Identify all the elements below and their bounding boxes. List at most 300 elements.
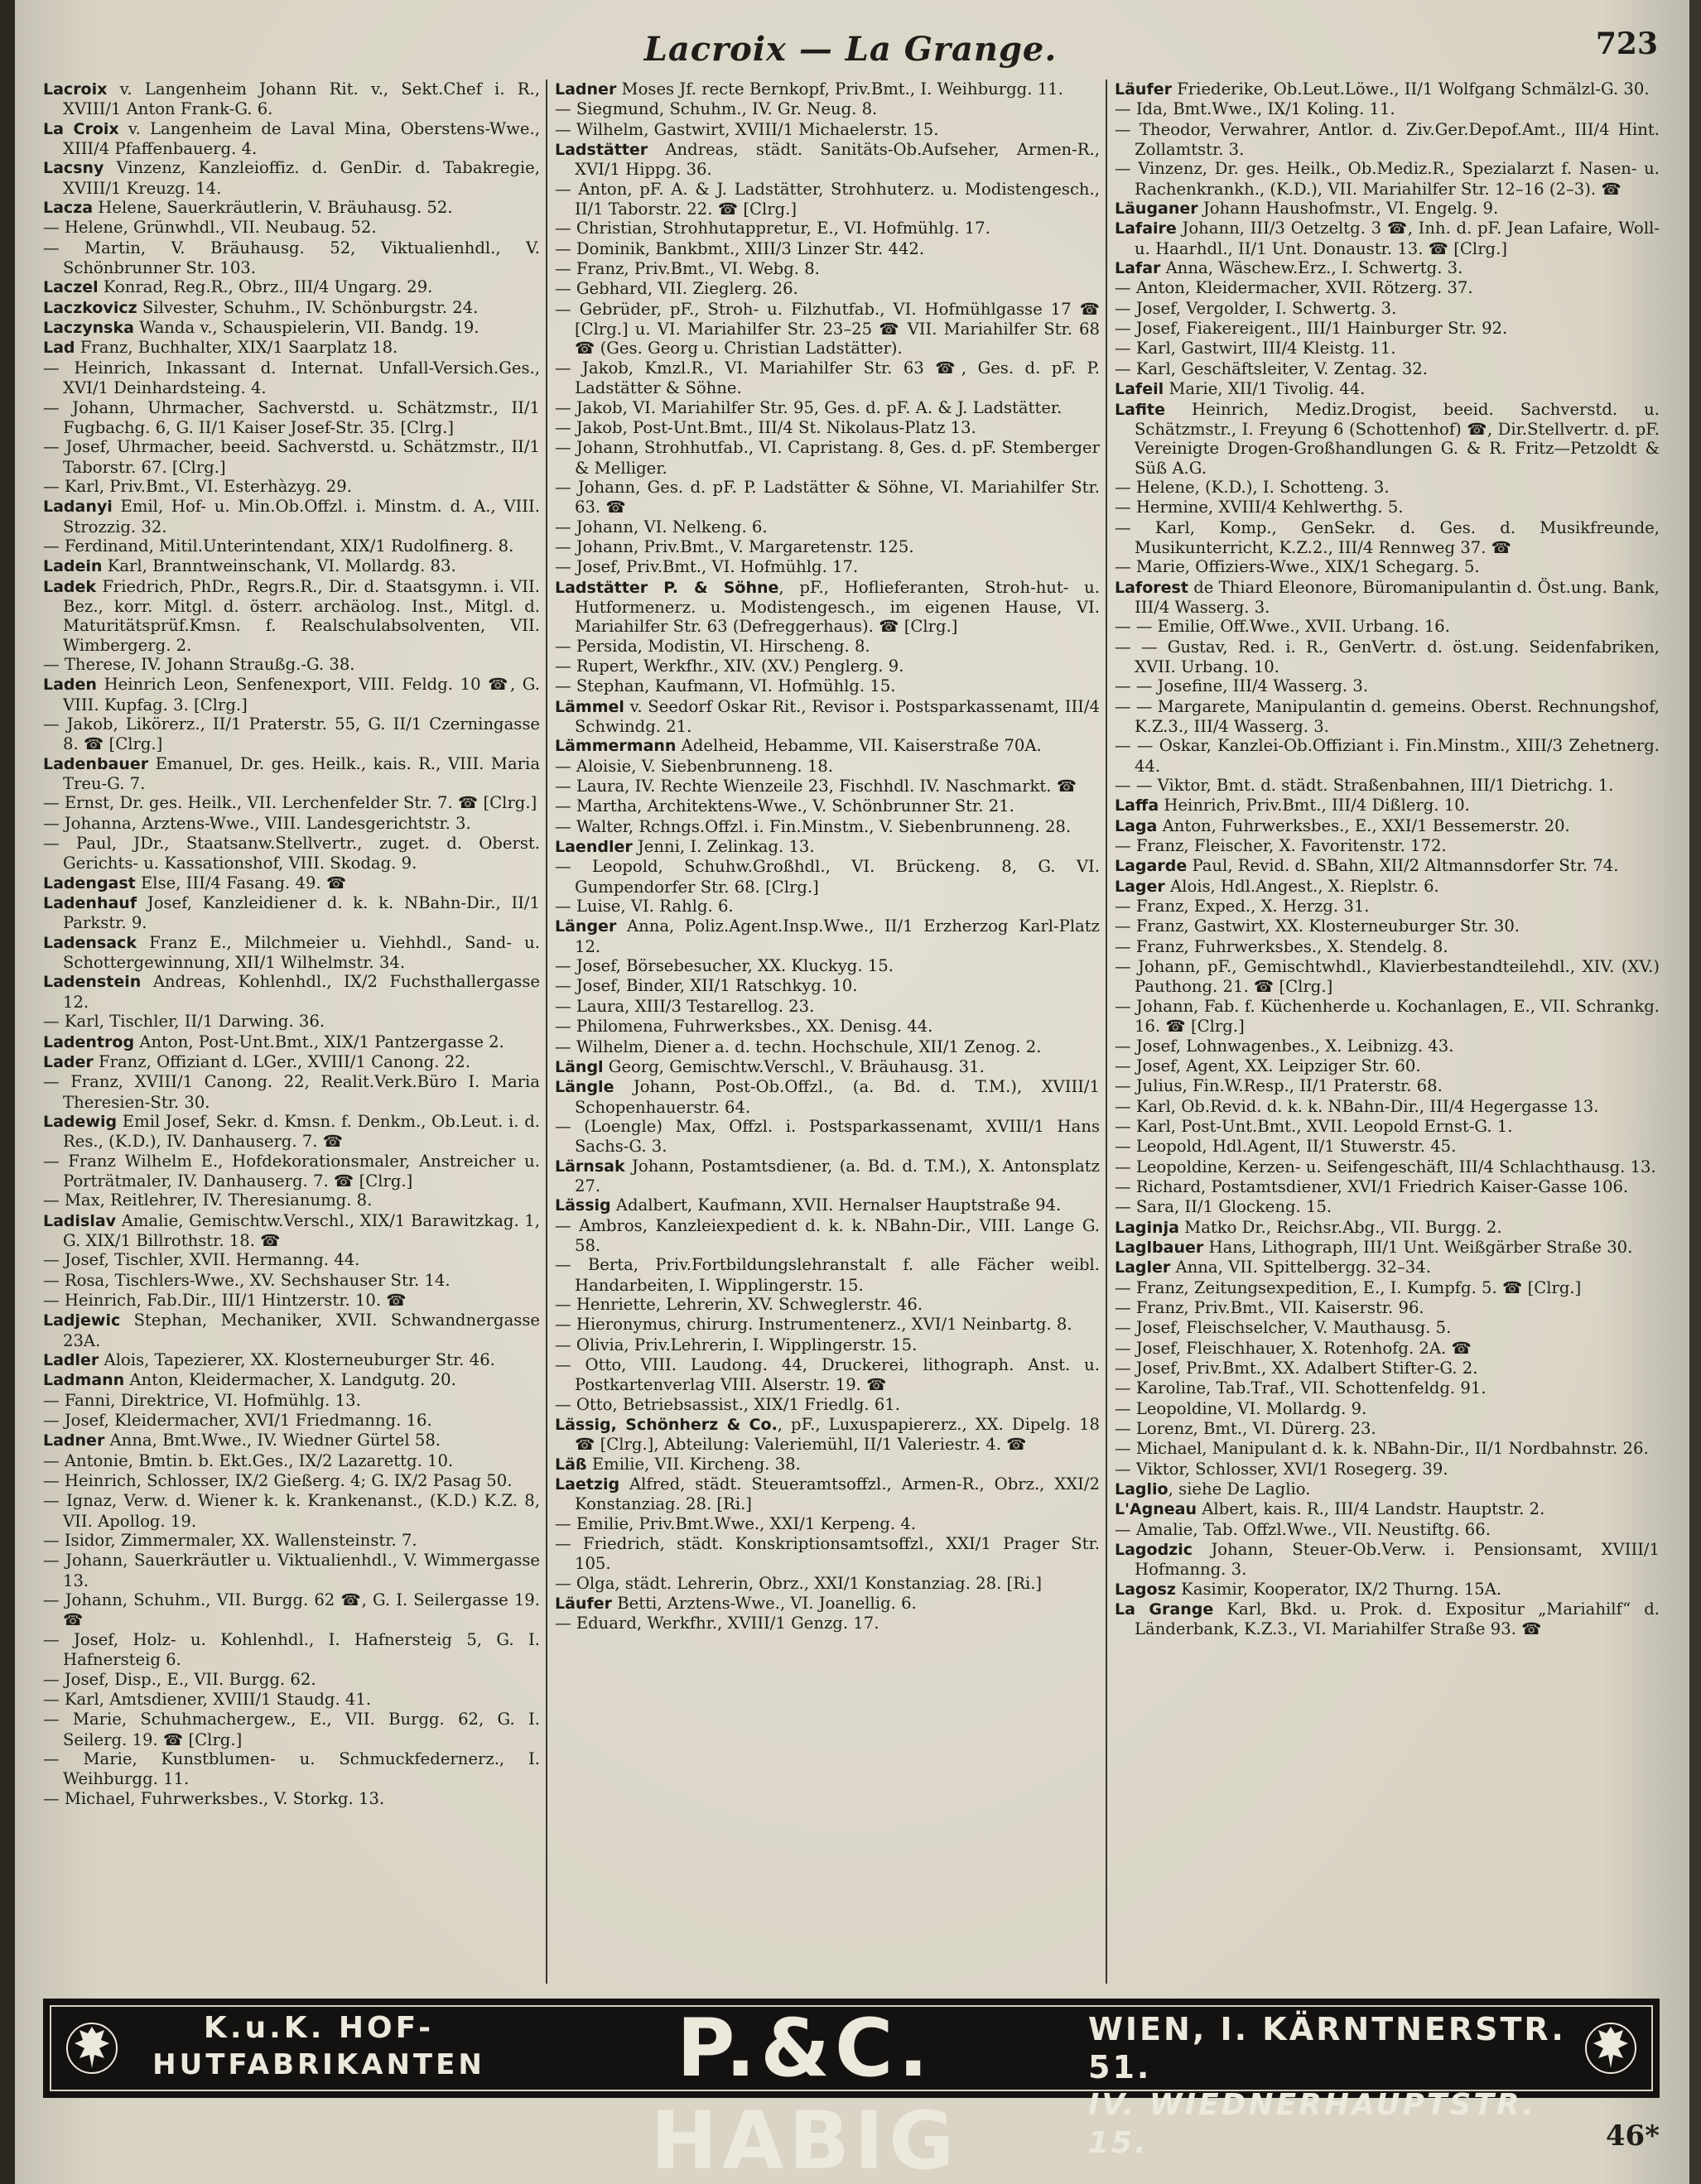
entry-surname: Lafar	[1115, 259, 1161, 278]
ad-left-line-1: K.u.K. HOF-	[203, 2011, 435, 2045]
directory-entry	[43, 1451, 540, 1471]
ad-right-line-2: IV. WIEDNERHAUPTSTR. 15.	[1088, 2088, 1536, 2160]
entry-details: Betti, Arztens-Wwe., VI. Joanellig. 6.	[611, 1594, 917, 1614]
entry-details: — Olga, städt. Lehrerin, Obrz., XXI/1 Konstanziag. 28. [Ri.]	[555, 1573, 1043, 1593]
directory-entry	[43, 1271, 540, 1291]
entry-details: — Martin, V. Bräuhausg. 52, Viktualienhdl., V. Schönbrunner Str. 103.	[43, 238, 540, 278]
entry-details: — Viktor, Schlosser, XVI/1 Rosegerg. 39.	[1115, 1459, 1448, 1479]
directory-entry	[555, 1395, 1100, 1415]
entry-details: Andreas, Kohlenhdl., IX/2 Fuchsthallergasse 12.	[63, 972, 540, 1012]
directory-entry	[43, 298, 540, 318]
entry-details: Franz E., Milchmeier u. Viehhdl., Sand- u. Schottergewinnung, XII/1 Wilhelmstr. 34.	[63, 932, 540, 973]
entry-surname: Laglbauer	[1115, 1238, 1204, 1257]
entry-details: — Karl, Post-Unt.Bmt., XVII. Leopold Ernst-G. 1.	[1115, 1116, 1513, 1136]
entry-details: — Stephan, Kaufmann, VI. Hofmühlg. 15.	[555, 676, 896, 696]
directory-entry	[43, 536, 540, 556]
directory-entry	[43, 655, 540, 675]
entry-details: — — Emilie, Off.Wwe., XVII. Urbang. 16.	[1115, 617, 1451, 637]
entry-details: Anna, Wäschew.Erz., I. Schwertg. 3.	[1160, 258, 1463, 278]
entry-details: — Karl, Gastwirt, III/4 Kleistg. 11.	[1115, 339, 1396, 358]
entry-details: — Karl, Tischler, II/1 Darwing. 36.	[43, 1012, 325, 1032]
entry-details: Emilie, VII. Kircheng. 38.	[586, 1454, 801, 1474]
entry-details: — Hieronymus, chirurg. Instrumentenerz., XVI/1 Neinbartg. 8.	[555, 1315, 1072, 1335]
entry-details: — — Oskar, Kanzlei-Ob.Offiziant i. Fin.Minstm., XIII/3 Zehetnerg. 44.	[1115, 736, 1660, 776]
entry-surname: Ladislav	[43, 1211, 117, 1230]
directory-entry	[1115, 1097, 1660, 1117]
directory-entry	[555, 1614, 1100, 1633]
page-header	[0, 25, 1701, 75]
entry-surname: Ladenstein	[43, 973, 142, 992]
entry-details: — Leopoldine, Kerzen- u. Seifengeschäft, III/4 Schlachthausg. 13.	[1115, 1157, 1656, 1176]
directory-entry	[555, 300, 1100, 358]
directory-entry	[555, 897, 1100, 916]
directory-entry	[555, 956, 1100, 976]
directory-entry	[1115, 258, 1660, 278]
directory-entry	[1115, 997, 1660, 1037]
directory-entry	[1115, 897, 1660, 916]
entry-details: Stephan, Mechaniker, XVII. Schwandnergasse 23A.	[63, 1311, 540, 1350]
directory-entry	[1115, 1278, 1660, 1298]
entry-surname: Laffa	[1115, 796, 1159, 815]
entry-details: — Johann, VI. Nelkeng. 6.	[555, 517, 768, 536]
entry-details: Wanda v., Schauspielerin, VII. Bandg. 19.	[133, 318, 479, 338]
directory-entry	[1115, 319, 1660, 339]
directory-entry	[1115, 159, 1660, 199]
directory-entry	[1115, 1540, 1660, 1580]
entry-surname: Ladjewic	[43, 1311, 121, 1330]
ad-right-text	[1088, 2010, 1577, 2160]
entry-details: Johann, Post-Ob.Offzl., (a. Bd. d. T.M.), XVIII/1 Schopenhauerstr. 64.	[575, 1077, 1100, 1117]
directory-entry	[555, 637, 1100, 657]
directory-entry	[43, 1491, 540, 1531]
entry-details: — Laura, IV. Rechte Wienzeile 23, Fischhdl. IV. Naschmarkt. ☎	[555, 777, 1077, 796]
entry-details: Josef, Kanzleidiener d. k. k. NBahn-Dir., II/1 Parkstr. 9.	[63, 893, 540, 933]
entry-surname: Ladewig	[43, 1112, 118, 1131]
entry-details: — Ambros, Kanzleiexpedient d. k. k. NBahn-Dir., VIII. Lange G. 58.	[555, 1215, 1100, 1255]
directory-entry	[1115, 120, 1660, 160]
entry-details: Emil, Hof- u. Min.Ob.Offzl. i. Minstm. d. A., VIII. Strozzig. 32.	[63, 497, 540, 536]
entry-details: — — Gustav, Red. i. R., GenVertr. d. öst.ung. Seidenfabriken, XVII. Urbang. 10.	[1115, 637, 1660, 676]
entry-details: — Gebrüder, pF., Stroh- u. Filzhutfab., VI. Hofmühlgasse 17 ☎ [Clrg.] u. VI. Mariahilfer Str. 23–25 ☎ VII. Mariahilfer Str. 68 ☎ (Ges. Georg u. Christian Ladstätter).	[555, 299, 1100, 358]
directory-entry	[43, 1072, 540, 1112]
signature-mark: 46*	[1605, 2119, 1660, 2153]
entry-details: de Thiard Eleonore, Büromanipulantin d. Öst.ung. Bank, III/4 Wasserg. 3.	[1135, 577, 1660, 617]
directory-entry	[43, 1291, 540, 1311]
entry-details: — Heinrich, Inkassant d. Internat. Unfall-Versich.Ges., XVI/1 Deinhardsteing. 4.	[43, 358, 540, 398]
directory-entry	[1115, 676, 1660, 696]
directory-entry	[43, 1191, 540, 1210]
directory-entry	[1115, 617, 1660, 637]
entry-details: — Josef, Fleischhauer, X. Rotenhofg. 2A. ☎	[1115, 1338, 1472, 1358]
directory-entry	[555, 279, 1100, 299]
entry-details: Heinrich Leon, Senfenexport, VIII. Feldg. 10 ☎, G. VIII. Kupfag. 3. [Clrg.]	[63, 675, 540, 714]
entry-surname: Laczkovicz	[43, 298, 137, 317]
entry-surname: Läufer	[555, 1595, 612, 1614]
directory-entry	[555, 517, 1100, 537]
directory-entry	[43, 834, 540, 873]
entry-surname: Läuganer	[1115, 200, 1198, 219]
directory-entry	[1115, 1318, 1660, 1338]
entry-details: — Siegmund, Schuhm., IV. Gr. Neug. 8.	[555, 99, 878, 119]
directory-entry	[555, 976, 1100, 996]
directory-entry	[1115, 518, 1660, 558]
directory-entry	[555, 777, 1100, 796]
entry-surname: Läß	[555, 1455, 587, 1474]
entry-details: Heinrich, Mediz.Drogist, beeid. Sachverstd. u. Schätzmstr., I. Freyung 6 (Schottenhof) ☎, Dir.Stellvertr. d. pF. Vereinigte Drogen-Großhandlungen G. & R. Fritz—Petzoldt & Süß A.G.	[1135, 399, 1660, 478]
directory-entry	[43, 675, 540, 714]
entry-details: Anna, Poliz.Agent.Insp.Wwe., II/1 Erzherzog Karl-Platz 12.	[575, 916, 1100, 956]
directory-entry	[1115, 836, 1660, 856]
double-eagle-emblem-icon	[1583, 2015, 1638, 2081]
entry-surname: Lärnsak	[555, 1157, 625, 1176]
directory-entry	[43, 1531, 540, 1551]
entry-details: Emanuel, Dr. ges. Heilk., kais. R., VIII. Maria Treu-G. 7.	[63, 753, 540, 794]
directory-entry	[1115, 1298, 1660, 1318]
entry-details: Heinrich, Priv.Bmt., III/4 Dißlerg. 10.	[1159, 796, 1470, 815]
directory-entry	[1115, 1600, 1660, 1639]
entry-details: — Jakob, Post-Unt.Bmt., III/4 St. Nikolaus-Platz 13.	[555, 417, 976, 437]
entry-surname: Ladler	[43, 1351, 99, 1369]
directory-entry	[1115, 99, 1660, 119]
directory-entry	[43, 477, 540, 497]
entry-details: — Wilhelm, Gastwirt, XVIII/1 Michaelerstr. 15.	[555, 119, 939, 139]
entry-details: — — Josefine, III/4 Wasserg. 3.	[1115, 676, 1369, 696]
directory-entry	[1115, 1218, 1660, 1238]
directory-entry	[1115, 1499, 1660, 1519]
entry-details: — Leopold, Hdl.Agent, II/1 Stuwerstr. 45.	[1115, 1137, 1457, 1157]
directory-entry	[43, 556, 540, 576]
entry-details: — Josef, Priv.Bmt., VI. Hofmühlg. 17.	[555, 557, 859, 577]
directory-entry	[43, 1250, 540, 1270]
entry-details: — — Viktor, Bmt. d. städt. Straßenbahnen, III/1 Dietrichg. 1.	[1115, 776, 1614, 796]
directory-entry	[43, 893, 540, 933]
entry-surname: Laga	[1115, 816, 1158, 835]
entry-surname: Laczel	[43, 278, 99, 297]
entry-details: — Josef, Fiakereigent., III/1 Hainburger Str. 92.	[1115, 319, 1508, 339]
entry-details: — Heinrich, Schlosser, IX/2 Gießerg. 4; G. IX/2 Pasag 50.	[43, 1471, 513, 1491]
entry-details: , siehe De Laglio.	[1168, 1479, 1311, 1499]
directory-entry	[43, 754, 540, 794]
entry-surname: Lagodzic	[1115, 1541, 1193, 1560]
entry-details: — Josef, Priv.Bmt., XX. Adalbert Stifter-G. 2.	[1115, 1359, 1478, 1378]
directory-entry	[1115, 816, 1660, 836]
entry-details: — Josef, Uhrmacher, beeid. Sachverstd. u. Schätzmstr., II/1 Taborstr. 67. [Clrg.]	[43, 437, 540, 477]
entry-details: — Martha, Architektens-Wwe., V. Schönbrunner Str. 21.	[555, 796, 1014, 816]
entry-details: — Karl, Ob.Revid. d. k. k. NBahn-Dir., III/4 Hegergasse 13.	[1115, 1096, 1599, 1116]
entry-details: — Franz, Gastwirt, XX. Klosterneuburger Str. 30.	[1115, 916, 1520, 936]
entry-surname: Ladmann	[43, 1371, 125, 1390]
directory-entry	[1115, 359, 1660, 379]
entry-details: — Karl, Komp., GenSekr. d. Ges. d. Musikfreunde, Musikunterricht, K.Z.2., III/4 Rennweg 37. ☎	[1115, 517, 1660, 557]
entry-details: Georg, Gemischtw.Verschl., V. Bräuhausg. 31.	[603, 1056, 985, 1076]
directory-entry	[43, 972, 540, 1012]
entry-details: — Johann, Uhrmacher, Sachverstd. u. Schätzmstr., II/1 Fugbachg. 6, G. II/1 Kaiser Josef-Str. 35. [Clrg.]	[43, 397, 540, 437]
entry-details: Franz, Buchhalter, XIX/1 Saarplatz 18.	[75, 338, 398, 358]
directory-entry	[43, 1710, 540, 1749]
entry-details: — Jakob, Kmzl.R., VI. Mariahilfer Str. 63 ☎, Ges. d. pF. P. Ladstätter & Söhne.	[555, 358, 1100, 398]
directory-entry	[555, 219, 1100, 238]
directory-entry	[555, 1455, 1100, 1474]
directory-entry	[43, 1032, 540, 1052]
directory-entry	[1115, 339, 1660, 358]
directory-entry	[555, 578, 1100, 637]
directory-entry	[43, 338, 540, 358]
entry-details: Vinzenz, Kanzleioffiz. d. GenDir. d. Tabakregie, XVIII/1 Kreuzg. 14.	[63, 158, 540, 198]
entry-details: — Josef, Kleidermacher, XVI/1 Friedmanng. 16.	[43, 1411, 432, 1431]
entry-surname: Ladek	[43, 577, 97, 596]
directory-entry	[1115, 199, 1660, 219]
entry-details: Helene, Sauerkräutlerin, V. Bräuhausg. 52.	[93, 198, 453, 218]
entry-surname: Lacsny	[43, 159, 104, 178]
entry-surname: Laglio	[1115, 1480, 1169, 1499]
entry-details: Else, III/4 Fasang. 49. ☎	[135, 873, 347, 892]
entry-details: v. Langenheim Johann Rit. v., Sekt.Chef i. R., XVIII/1 Anton Frank-G. 6.	[63, 79, 540, 119]
directory-entry	[43, 437, 540, 477]
entry-surname: Lafaire	[1115, 219, 1177, 238]
entry-details: — Jakob, VI. Mariahilfer Str. 95, Ges. d. pF. A. & J. Ladstätter.	[555, 397, 1063, 417]
entry-surname: Lagler	[1115, 1258, 1171, 1277]
entry-details: Alfred, städt. Steueramtsoffzl., Armen-R., Obrz., XXI/2 Konstanziag. 28. [Ri.]	[575, 1474, 1100, 1514]
directory-entry	[555, 1534, 1100, 1574]
entry-surname: Länger	[555, 917, 617, 936]
entry-details: — Dominik, Bankbmt., XIII/3 Linzer Str. 442.	[555, 238, 925, 258]
entry-surname: Ladstätter P. & Söhne	[555, 578, 779, 597]
directory-entry	[555, 79, 1100, 99]
double-eagle-emblem-icon	[65, 2015, 119, 2081]
directory-entry	[43, 714, 540, 754]
directory-entry	[1115, 478, 1660, 498]
entry-details: Anton, Post-Unt.Bmt., XIX/1 Pantzergasse 2.	[134, 1032, 504, 1051]
entry-details: Matko Dr., Reichsr.Abg., VII. Burgg. 2.	[1178, 1217, 1502, 1237]
entry-details: — Otto, Betriebsassist., XIX/1 Friedlg. 61.	[555, 1394, 900, 1414]
entry-details: — Marie, Schuhmachergew., E., VII. Burgg. 62, G. I. Seilerg. 19. ☎ [Clrg.]	[43, 1710, 540, 1749]
directory-entry	[1115, 1197, 1660, 1217]
column-2	[555, 79, 1100, 1984]
directory-entry	[555, 1474, 1100, 1514]
entry-details: — Persida, Modistin, VI. Hirscheng. 8.	[555, 636, 870, 656]
directory-entry	[555, 358, 1100, 398]
directory-entry	[43, 1789, 540, 1809]
directory-entry	[1115, 1359, 1660, 1378]
page-edge-left	[0, 0, 15, 2184]
entry-details: Karl, Bkd. u. Prok. d. Expositur „Mariahilf“ d. Länderbank, K.Z.3., VI. Mariahilfer Straße 93. ☎	[1135, 1600, 1660, 1639]
directory-entry	[43, 398, 540, 438]
directory-entry	[43, 1630, 540, 1670]
ad-right-line-1: WIEN, I. KÄRNTNERSTR. 51.	[1088, 2011, 1566, 2085]
directory-entry	[555, 259, 1100, 279]
entry-surname: Lässig	[555, 1196, 611, 1215]
entry-details: — Johann, Fab. f. Küchenherde u. Kochanlagen, E., VII. Schrankg. 16. ☎ [Clrg.]	[1115, 996, 1660, 1037]
entry-details: — Fanni, Direktrice, VI. Hofmühlg. 13.	[43, 1390, 361, 1410]
directory-entry	[43, 358, 540, 398]
entry-details: — Michael, Fuhrwerksbes., V. Storkg. 13.	[43, 1788, 385, 1808]
entry-details: — Helene, Grünwhdl., VII. Neubaug. 52.	[43, 218, 377, 238]
directory-entry	[43, 1590, 540, 1630]
entry-details: Amalie, Gemischtw.Verschl., XIX/1 Barawitzkag. 1, G. XIX/1 Billrothstr. 18. ☎	[63, 1210, 540, 1250]
entry-details: — Marie, Offiziers-Wwe., XIX/1 Schegarg. 5.	[1115, 557, 1480, 577]
ad-left-text	[133, 2010, 505, 2086]
directory-entry	[1115, 697, 1660, 737]
entry-details: Andreas, städt. Sanitäts-Ob.Aufseher, Armen-R., XVI/1 Hippg. 36.	[575, 140, 1100, 180]
directory-entry	[1115, 1580, 1660, 1600]
entry-surname: Lässig, Schönherz & Co.	[555, 1416, 778, 1435]
entry-details: — Laura, XIII/3 Testarellog. 23.	[555, 996, 815, 1016]
entry-details: v. Seedorf Oskar Rit., Revisor i. Postsparkassenamt, III/4 Schwindg. 21.	[575, 696, 1100, 736]
entry-details: — Walter, Rchngs.Offzl. i. Fin.Minstm., V. Siebenbrunneng. 28.	[555, 816, 1072, 836]
entry-details: — Jakob, Likörerz., II/1 Praterstr. 55, G. II/1 Czerningasse 8. ☎ [Clrg.]	[43, 714, 540, 754]
page-number: 723	[1595, 26, 1658, 61]
entry-details: — Karoline, Tab.Traf., VII. Schottenfeldg. 91.	[1115, 1378, 1487, 1398]
directory-entry	[1115, 498, 1660, 517]
directory-entry	[43, 119, 540, 159]
entry-details: Marie, XII/1 Tivolig. 44.	[1164, 379, 1366, 399]
entry-details: — Antonie, Bmtin. b. Ekt.Ges., IX/2 Lazarettg. 10.	[43, 1450, 454, 1470]
directory-entry	[43, 1471, 540, 1491]
directory-entry	[555, 1594, 1100, 1614]
directory-entry	[555, 438, 1100, 478]
directory-entry	[43, 1749, 540, 1789]
directory-entry	[1115, 1378, 1660, 1398]
directory-columns	[43, 79, 1660, 1984]
directory-entry	[1115, 1520, 1660, 1540]
entry-surname: Lader	[43, 1052, 94, 1071]
entry-details: — Josef, Holz- u. Kohlenhdl., I. Hafnersteig 5, G. I. Hafnersteig 6.	[43, 1629, 540, 1670]
directory-entry	[43, 277, 540, 297]
entry-details: — Wilhelm, Diener a. d. techn. Hochschule, XII/1 Zenog. 2.	[555, 1037, 1042, 1056]
entry-details: — Berta, Priv.Fortbildungslehranstalt f. alle Fächer weibl. Handarbeiten, I. Wipplingerstr. 15.	[555, 1255, 1100, 1295]
entry-details: — Anton, pF. A. & J. Ladstätter, Strohhuterz. u. Modistengesch., II/1 Taborstr. 22. ☎ [Clrg.]	[555, 179, 1100, 219]
directory-entry	[1115, 299, 1660, 319]
directory-entry	[43, 1012, 540, 1032]
entry-details: Konrad, Reg.R., Obrz., III/4 Ungarg. 29.	[98, 277, 433, 297]
entry-details: — Vinzenz, Dr. ges. Heilk., Ob.Mediz.R., Spezialarzt f. Nasen- u. Rachenkrankh., (K.D.), VII. Mariahilfer Str. 12–16 (2–3). ☎	[1115, 159, 1660, 199]
entry-surname: Ladengast	[43, 873, 136, 892]
directory-entry	[555, 837, 1100, 857]
entry-details: — Josef, Disp., E., VII. Burgg. 62.	[43, 1669, 316, 1689]
entry-surname: Längl	[555, 1057, 604, 1076]
entry-details: — Rupert, Werkfhr., XIV. (XV.) Penglerg. 9.	[555, 656, 904, 676]
entry-surname: Laczynska	[43, 319, 134, 338]
entry-details: — Johann, Sauerkräutler u. Viktualienhdl., V. Wimmergasse 13.	[43, 1551, 540, 1590]
directory-entry	[43, 793, 540, 813]
entry-details: — Luise, VI. Rahlg. 6.	[555, 897, 734, 916]
directory-entry	[43, 1370, 540, 1390]
directory-entry	[555, 120, 1100, 140]
entry-details: Anna, Bmt.Wwe., IV. Wiedner Gürtel 58.	[104, 1431, 441, 1450]
entry-details: — Josef, Binder, XII/1 Ratschkyg. 10.	[555, 976, 858, 996]
directory-entry	[555, 99, 1100, 119]
entry-details: — Philomena, Fuhrwerksbes., XX. Denisg. 44.	[555, 1017, 933, 1037]
entry-details: — Johann, Schuhm., VII. Burgg. 62 ☎, G. I. Seilergasse 19. ☎	[43, 1590, 540, 1630]
directory-entry	[43, 1152, 540, 1191]
directory-entry	[43, 1112, 540, 1152]
entry-details: — Ignaz, Verw. d. Wiener k. k. Krankenanst., (K.D.) K.Z. 8, VII. Apollog. 19.	[43, 1491, 540, 1531]
entry-details: Moses Jf. recte Bernkopf, Priv.Bmt., I. Weihburgg. 11.	[616, 79, 1063, 99]
directory-entry	[555, 1355, 1100, 1395]
entry-details: — Paul, JDr., Staatsanw.Stellvertr., zuget. d. Oberst. Gerichts- u. Kassationshof, VIII. Skodag. 9.	[43, 834, 540, 873]
entry-surname: Ladensack	[43, 933, 137, 952]
entry-details: — Josef, Börsebesucher, XX. Kluckyg. 15.	[555, 956, 894, 976]
entry-details: — Franz Wilhelm E., Hofdekorationsmaler, Anstreicher u. Porträtmaler, IV. Danhauserg. 7. ☎ [Clrg.]	[43, 1151, 540, 1191]
directory-entry	[1115, 1238, 1660, 1258]
directory-entry	[555, 1255, 1100, 1295]
entry-details: Kasimir, Kooperator, IX/2 Thurng. 15A.	[1175, 1579, 1502, 1599]
directory-entry	[1115, 400, 1660, 478]
directory-entry	[43, 1311, 540, 1350]
directory-entry	[43, 1211, 540, 1251]
entry-surname: Ladner	[555, 80, 617, 99]
directory-entry	[1115, 1056, 1660, 1076]
entry-details: Jenni, I. Zelinkag. 13.	[632, 837, 815, 857]
directory-entry	[43, 497, 540, 536]
directory-entry	[43, 1411, 540, 1431]
directory-entry	[1115, 1258, 1660, 1277]
entry-details: Friederike, Ob.Leut.Löwe., II/1 Wolfgang Schmälzl-G. 30.	[1171, 79, 1650, 99]
directory-entry	[1115, 1460, 1660, 1479]
entry-details: — — Margarete, Manipulantin d. gemeins. Oberst. Rechnungshof, K.Z.3., III/4 Wasserg. 3.	[1115, 696, 1660, 736]
directory-entry	[43, 1551, 540, 1590]
entry-details: — Michael, Manipulant d. k. k. NBahn-Dir., II/1 Nordbahnstr. 26.	[1115, 1439, 1649, 1459]
entry-details: Albert, kais. R., III/4 Landstr. Hauptstr. 2.	[1197, 1499, 1545, 1519]
entry-surname: Ladentrog	[43, 1032, 135, 1051]
entry-surname: L'Agneau	[1115, 1500, 1197, 1519]
directory-entry	[1115, 796, 1660, 815]
entry-surname: Ladenhauf	[43, 894, 137, 913]
directory-entry	[43, 1431, 540, 1450]
directory-entry	[43, 1670, 540, 1690]
entry-surname: Lacroix	[43, 80, 108, 99]
directory-entry	[555, 736, 1100, 756]
column-1	[43, 79, 540, 1984]
entry-details: — Sara, II/1 Glockeng. 15.	[1115, 1197, 1332, 1217]
entry-details: — Hermine, XVIII/4 Kehlwerthg. 5.	[1115, 498, 1404, 517]
column-3	[1115, 79, 1660, 1984]
directory-entry	[555, 1077, 1100, 1117]
entry-details: — Franz, Fuhrwerksbes., X. Stendelg. 8.	[1115, 936, 1448, 956]
entry-details: — Richard, Postamtsdiener, XVI/1 Friedrich Kaiser-Gasse 106.	[1115, 1176, 1629, 1196]
entry-details: , pF., Luxuspapiererz., XX. Dipelg. 18 ☎ [Clrg.], Abteilung: Valeriemühl, II/1 Valeriestr. 4. ☎	[575, 1415, 1100, 1455]
directory-entry	[1115, 1117, 1660, 1137]
directory-entry	[1115, 1439, 1660, 1459]
entry-surname: Laden	[43, 676, 97, 695]
entry-details: Adelheid, Hebamme, VII. Kaiserstraße 70A.	[676, 736, 1042, 756]
directory-entry	[555, 478, 1100, 517]
entry-surname: Lagosz	[1115, 1580, 1176, 1599]
entry-details: Johann, Postamtsdiener, (a. Bd. d. T.M.), X. Antonsplatz 27.	[575, 1156, 1100, 1195]
directory-entry	[1115, 379, 1660, 399]
directory-entry	[555, 1057, 1100, 1077]
entry-details: Anton, Kleidermacher, X. Landgutg. 20.	[124, 1370, 456, 1390]
directory-entry	[1115, 1419, 1660, 1439]
directory-entry	[43, 1350, 540, 1370]
entry-surname: Ladanyi	[43, 498, 113, 517]
directory-entry	[1115, 1479, 1660, 1499]
entry-surname: Ladstätter	[555, 141, 648, 160]
entry-details: — Ida, Bmt.Wwe., IX/1 Koling. 11.	[1115, 99, 1395, 119]
entry-details: Alois, Hdl.Angest., X. Rieplstr. 6.	[1164, 876, 1439, 896]
directory-entry	[555, 239, 1100, 259]
entry-details: — Josef, Lohnwagenbes., X. Leibnizg. 43.	[1115, 1036, 1454, 1056]
entry-surname: Ladein	[43, 557, 103, 576]
directory-entry	[555, 997, 1100, 1017]
entry-surname: Lacza	[43, 199, 94, 218]
entry-details: — Johann, pF., Gemischtwhdl., Klavierbestandteilehdl., XIV. (XV.) Pauthong. 21. ☎ [Clrg.]	[1115, 957, 1660, 997]
entry-surname: La Croix	[43, 119, 119, 138]
entry-details: — Josef, Agent, XX. Leipziger Str. 60.	[1115, 1056, 1421, 1075]
entry-details: — Johann, Strohhutfab., VI. Capristang. 8, Ges. d. pF. Stemberger & Melliger.	[555, 438, 1100, 478]
entry-details: Franz, Offiziant d. LGer., XVIII/1 Canong. 22.	[93, 1051, 470, 1071]
entry-surname: Laforest	[1115, 578, 1188, 597]
